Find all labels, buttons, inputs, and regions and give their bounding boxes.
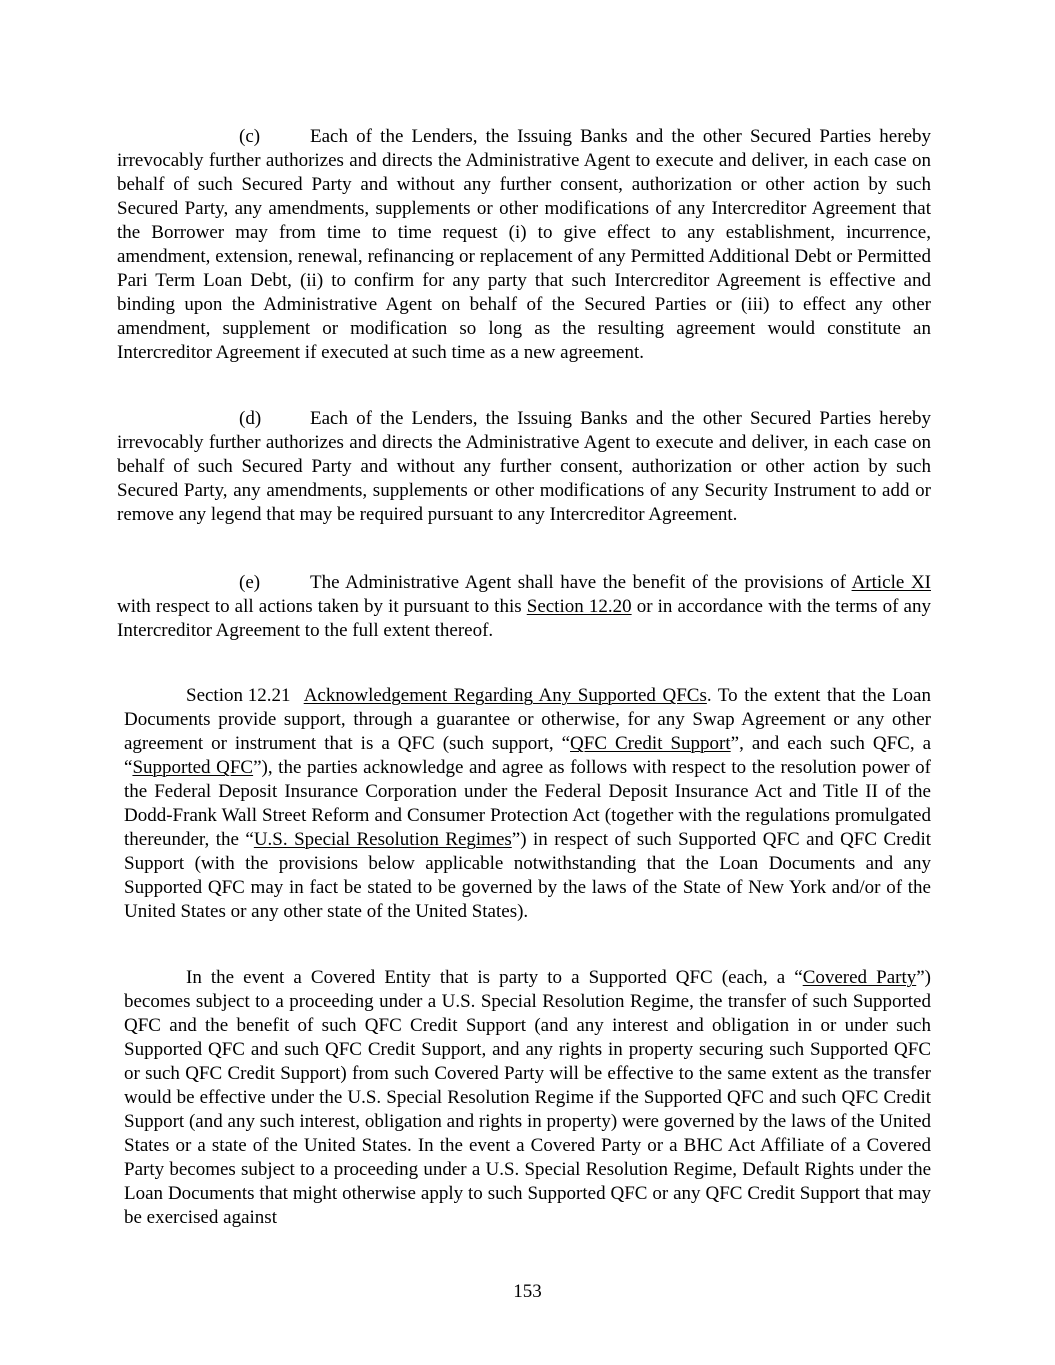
paragraph-e bbox=[117, 571, 931, 643]
defined-term-covered-party: Covered Party bbox=[802, 967, 917, 988]
section-12-21-heading: Acknowledgement Regarding Any Supported QFCs bbox=[303, 685, 707, 706]
section-12-21-text-3: ”), the parties acknowledge and agree as follows with respect to the resolution power of the Federal Deposit Insurance Corporation under the Federal Deposit Insurance Act and Title II of the Dodd-Frank Wall Street Reform and Consumer Protection Act (together with the regulations promulgated thereunder, the “ bbox=[124, 757, 931, 850]
paragraph-e-text-1: The Administrative Agent shall have the benefit of the provisions of bbox=[310, 572, 852, 593]
paragraph-c-text: Each of the Lenders, the Issuing Banks and the other Secured Parties hereby irrevocably further authorizes and directs the Administrative Agent to execute and deliver, in each case on behalf of such Secured Party and without any further consent, authorization or other action by such Secured Party, any amendments, supplements or other modifications of any Intercreditor Agreement that the Borrower may from time to time request (i) to give effect to any establishment, incurrence, amendment, extension, renewal, refinancing or replacement of any Permitted Additional Debt or Permitted Pari Term Loan Debt, (ii) to confirm for any party that such Intercreditor Agreement is effective and binding upon the Administrative Agent on behalf of the Secured Parties or (iii) to effect any other amendment, supplement or modification so long as the resulting agreement would constitute an Intercreditor Agreement if executed at such time as a new agreement. bbox=[117, 126, 931, 363]
paragraph-d-label: (d) bbox=[239, 408, 262, 429]
paragraph-d bbox=[117, 407, 931, 527]
paragraph-c-label: (c) bbox=[239, 126, 261, 147]
covered-party-text-1: In the event a Covered Entity that is party to a Supported QFC (each, a “ bbox=[186, 967, 803, 988]
page-number: 153 bbox=[513, 1281, 542, 1302]
section-12-21-text-2: ”, and each such QFC, a “ bbox=[124, 733, 932, 778]
defined-term-qfc-credit-support: QFC Credit Support bbox=[570, 733, 731, 754]
paragraph-e-label: (e) bbox=[239, 572, 261, 593]
paragraph-d-text: Each of the Lenders, the Issuing Banks and the other Secured Parties hereby irrevocably further authorizes and directs the Administrative Agent to execute and deliver, in each case on behalf of such Secured Party and without any further consent, authorization or other action by such Secured Party, any amendments, supplements or other modifications of any Security Instrument to add or remove any legend that may be required pursuant to any Intercreditor Agreement. bbox=[117, 408, 931, 525]
paragraph-e-text-2: with respect to all actions taken by it pursuant to this bbox=[117, 596, 527, 617]
paragraph-covered-party bbox=[124, 966, 931, 1230]
paragraph-c bbox=[117, 125, 931, 365]
section-12-21-number: Section 12.21 bbox=[186, 685, 291, 706]
section-12-21-text-4: ”) in respect of such Supported QFC and QFC Credit Support (with the provisions below applicable notwithstanding that the Loan Documents and any Supported QFC may in fact be stated to be governed by the laws of the State of New York and/or of the United States or any other state of the United States). bbox=[124, 829, 932, 922]
paragraph-e-text-3: or in accordance with the terms of any Intercreditor Agreement to the full extent thereof. bbox=[117, 596, 931, 641]
defined-term-supported-qfc: Supported QFC bbox=[132, 757, 254, 778]
covered-party-text-2: ”) becomes subject to a proceeding under a U.S. Special Resolution Regime, the transfer of such Supported QFC and the benefit of such QFC Credit Support (and any interest and obligation in or under such Supported QFC and such QFC Credit Support, and any rights in property securing such Supported QFC or such QFC Credit Support) from such Covered Party will be effective to the same extent as the transfer would be effective under the U.S. Special Resolution Regime if the Supported QFC and such QFC Credit Support (and any such interest, obligation and rights in property) were governed by the laws of the United States or a state of the United States. In the event a Covered Party or a BHC Act Affiliate of a Covered Party becomes subject to a proceeding under a U.S. Special Resolution Regime, Default Rights under the Loan Documents that might otherwise apply to such Supported QFC or any QFC Credit Support that may be exercised against bbox=[124, 967, 931, 1228]
section-12-21 bbox=[124, 684, 931, 924]
section-12-20-reference: Section 12.20 bbox=[526, 596, 632, 617]
section-12-21-text-1: . To the extent that the Loan Documents provide support, through a guarantee or otherwise, for any Swap Agreement or any other agreement or instrument that is a QFC (such support, “ bbox=[124, 685, 931, 754]
article-xi-reference: Article XI bbox=[851, 572, 931, 593]
defined-term-us-special-resolution-regimes: U.S. Special Resolution Regimes bbox=[253, 829, 512, 850]
